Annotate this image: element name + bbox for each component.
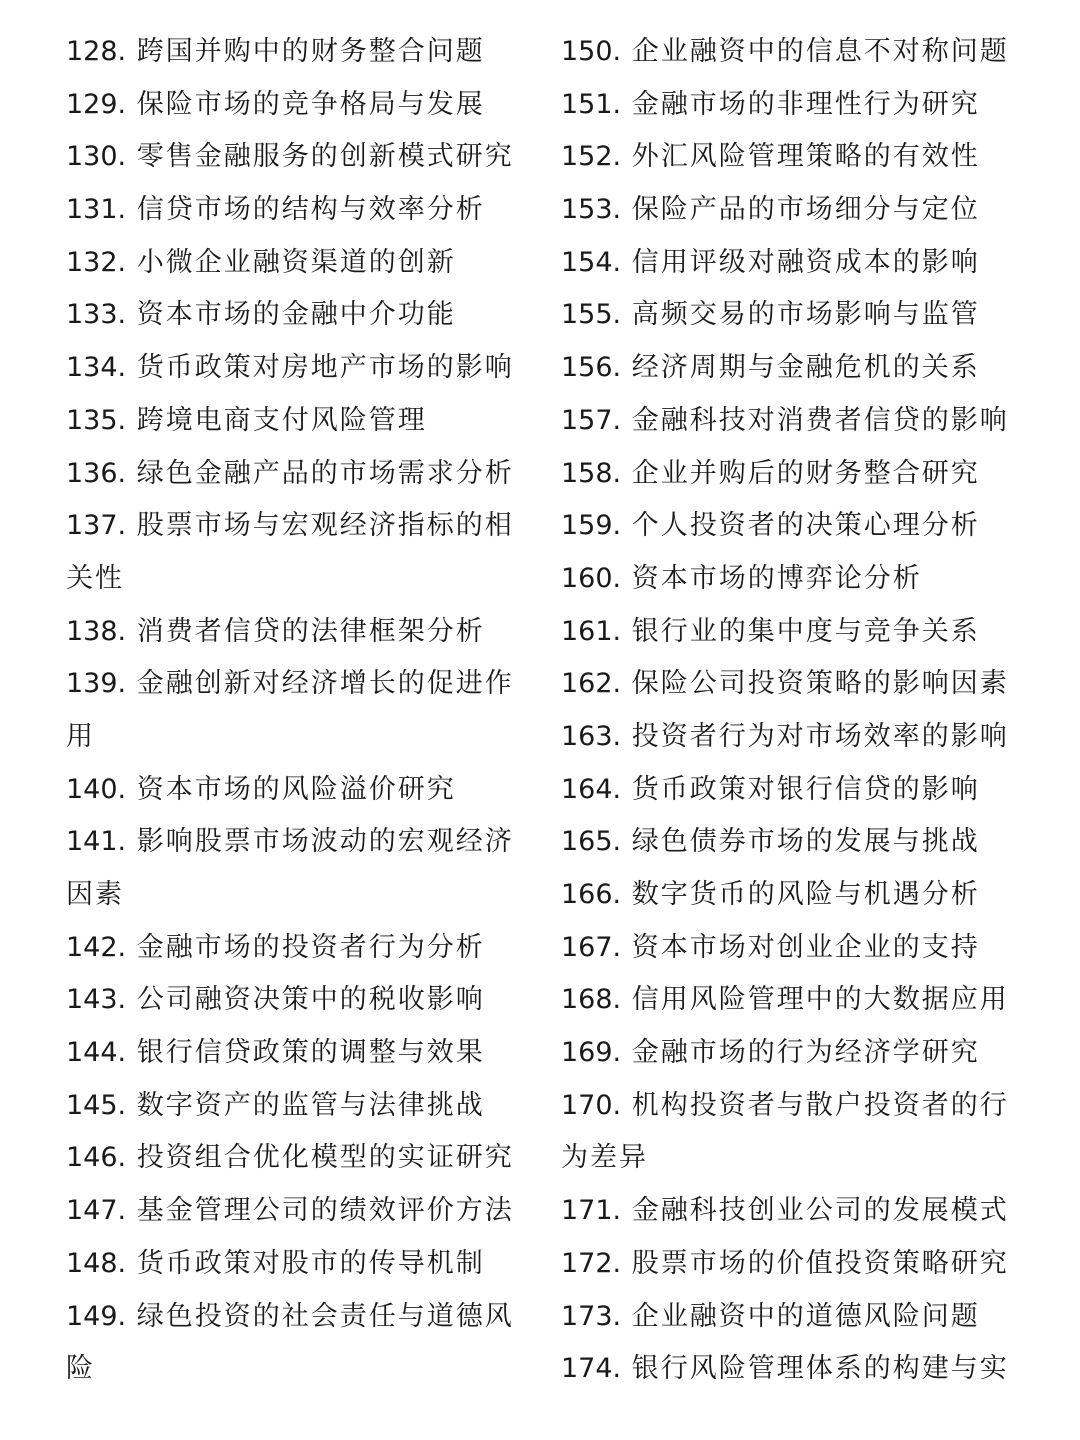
- topic-line: [66, 974, 528, 1027]
- topic-line-continuation: [66, 711, 528, 764]
- topic-title: 个人投资者的决策心理分析: [631, 510, 980, 542]
- topic-number: 158.: [561, 457, 622, 489]
- topic-number: 151.: [561, 88, 622, 120]
- topic-line: [66, 289, 528, 342]
- topic-line: [561, 1291, 1023, 1344]
- topic-title: 信用风险管理中的大数据应用: [631, 984, 1009, 1016]
- topic-number: 152.: [561, 141, 622, 173]
- topic-number: 169.: [561, 1037, 622, 1069]
- topic-line: [66, 1291, 528, 1344]
- topic-line: [66, 606, 528, 659]
- topic-line: [66, 448, 528, 501]
- topic-title: 消费者信贷的法律框架分析: [136, 615, 485, 647]
- topic-title: 资本市场的风险溢价研究: [136, 773, 456, 805]
- topic-title: 机构投资者与散户投资者的行: [631, 1089, 1009, 1121]
- topic-line: [66, 26, 528, 79]
- topic-number: 156.: [561, 352, 622, 384]
- topic-title: 保险市场的竞争格局与发展: [136, 88, 485, 120]
- topic-line: [66, 1238, 528, 1291]
- topic-line: [561, 289, 1023, 342]
- topic-title: 绿色债券市场的发展与挑战: [631, 826, 980, 858]
- topic-number: 170.: [561, 1089, 622, 1121]
- topic-number: 149.: [66, 1300, 127, 1332]
- topic-number: 142.: [66, 931, 127, 963]
- topic-title: 数字资产的监管与法律挑战: [136, 1089, 485, 1121]
- topic-number: 133.: [66, 299, 127, 331]
- topic-line: [561, 1027, 1023, 1080]
- topic-title: 银行业的集中度与竞争关系: [631, 615, 980, 647]
- topic-title: 用: [66, 720, 95, 752]
- topic-number: 139.: [66, 668, 127, 700]
- topic-number: 164.: [561, 773, 622, 805]
- topic-line: [66, 764, 528, 817]
- topic-line: [561, 79, 1023, 132]
- topic-line: [561, 395, 1023, 448]
- topic-title: 关性: [66, 562, 124, 594]
- topic-line: [561, 1238, 1023, 1291]
- topic-line: [66, 500, 528, 553]
- topic-number: 160.: [561, 562, 622, 594]
- topic-title: 小微企业融资渠道的创新: [136, 246, 456, 278]
- topic-title: 信用评级对融资成本的影响: [631, 246, 980, 278]
- topic-title: 投资组合优化模型的实证研究: [136, 1142, 514, 1174]
- topic-title: 金融创新对经济增长的促进作: [136, 668, 514, 700]
- topic-title: 货币政策对银行信贷的影响: [631, 773, 980, 805]
- topic-line-continuation: [66, 1343, 528, 1396]
- topic-number: 153.: [561, 194, 622, 226]
- right-topic-column: [561, 26, 1023, 1396]
- topic-title: 股票市场的价值投资策略研究: [631, 1247, 1009, 1279]
- topic-number: 166.: [561, 879, 622, 910]
- topic-title: 投资者行为对市场效率的影响: [631, 720, 1009, 752]
- topic-title: 为差异: [561, 1142, 648, 1174]
- topic-number: 136.: [66, 457, 127, 489]
- topic-line: [561, 869, 1023, 922]
- topic-line: [66, 922, 528, 975]
- topic-number: 141.: [66, 826, 127, 858]
- topic-number: 155.: [561, 299, 622, 331]
- topic-line: [66, 342, 528, 395]
- topic-number: 161.: [561, 615, 622, 647]
- topic-title: 金融市场的投资者行为分析: [136, 931, 485, 963]
- topic-number: 137.: [66, 510, 127, 542]
- topic-number: 145.: [66, 1089, 127, 1121]
- topic-number: 168.: [561, 984, 622, 1016]
- topic-title: 信贷市场的结构与效率分析: [136, 194, 485, 226]
- topic-line: [561, 816, 1023, 869]
- topic-title: 高频交易的市场影响与监管: [631, 299, 980, 331]
- topic-line-continuation: [66, 553, 528, 606]
- topic-title: 数字货币的风险与机遇分析: [631, 879, 980, 910]
- topic-number: 162.: [561, 668, 622, 700]
- left-topic-column: [66, 26, 528, 1396]
- topic-line: [66, 658, 528, 711]
- topic-line: [561, 131, 1023, 184]
- topic-line: [561, 1185, 1023, 1238]
- topic-title: 影响股票市场波动的宏观经济: [136, 826, 514, 858]
- topic-line-continuation: [66, 869, 528, 922]
- topic-title: 货币政策对房地产市场的影响: [136, 352, 514, 384]
- topic-number: 134.: [66, 352, 127, 384]
- topic-number: 172.: [561, 1247, 622, 1279]
- topic-number: 167.: [561, 931, 622, 963]
- topic-title: 资本市场的博弈论分析: [631, 562, 922, 594]
- topic-number: 173.: [561, 1300, 622, 1332]
- topic-line: [561, 26, 1023, 79]
- topic-number: 132.: [66, 246, 127, 278]
- topic-line: [66, 184, 528, 237]
- topic-line: [66, 816, 528, 869]
- topic-title: 资本市场对创业企业的支持: [631, 931, 980, 963]
- topic-title: 绿色金融产品的市场需求分析: [136, 457, 514, 489]
- topic-line: [66, 395, 528, 448]
- topic-title: 银行信贷政策的调整与效果: [136, 1037, 485, 1069]
- topic-title: 零售金融服务的创新模式研究: [136, 141, 514, 173]
- topic-line: [561, 764, 1023, 817]
- topic-number: 143.: [66, 984, 127, 1016]
- topic-line: [561, 974, 1023, 1027]
- topic-line: [561, 658, 1023, 711]
- topic-title: 保险产品的市场细分与定位: [631, 194, 980, 226]
- topic-line: [66, 237, 528, 290]
- topic-number: 159.: [561, 510, 622, 542]
- topic-line: [561, 553, 1023, 606]
- topic-line: [561, 1343, 1023, 1396]
- topic-title: 货币政策对股市的传导机制: [136, 1247, 485, 1279]
- topic-line: [561, 342, 1023, 395]
- topic-number: 130.: [66, 141, 127, 173]
- topic-title: 金融市场的非理性行为研究: [631, 88, 980, 120]
- topic-title: 跨境电商支付风险管理: [136, 404, 427, 436]
- topic-line: [66, 1185, 528, 1238]
- topic-number: 147.: [66, 1195, 127, 1227]
- topic-line: [561, 606, 1023, 659]
- topic-title: 金融科技创业公司的发展模式: [631, 1195, 1009, 1227]
- topic-number: 163.: [561, 720, 622, 752]
- topic-line: [66, 1132, 528, 1185]
- topic-line: [66, 1027, 528, 1080]
- topic-title: 绿色投资的社会责任与道德风: [136, 1300, 514, 1332]
- topic-line: [561, 448, 1023, 501]
- topic-number: 157.: [561, 404, 622, 436]
- topic-number: 129.: [66, 88, 127, 120]
- topic-title: 资本市场的金融中介功能: [136, 299, 456, 331]
- topic-line: [561, 184, 1023, 237]
- topic-title: 银行风险管理体系的构建与实: [631, 1353, 1009, 1385]
- topic-line: [561, 922, 1023, 975]
- topic-line: [561, 237, 1023, 290]
- topic-title: 基金管理公司的绩效评价方法: [136, 1195, 514, 1227]
- topic-number: 154.: [561, 246, 622, 278]
- topic-title: 外汇风险管理策略的有效性: [631, 141, 980, 173]
- topic-number: 165.: [561, 826, 622, 858]
- topic-line: [561, 711, 1023, 764]
- topic-title: 企业融资中的道德风险问题: [631, 1300, 980, 1332]
- topic-title: 经济周期与金融危机的关系: [631, 352, 980, 384]
- topic-title: 跨国并购中的财务整合问题: [136, 36, 485, 67]
- topic-number: 138.: [66, 615, 127, 647]
- topic-number: 148.: [66, 1247, 127, 1279]
- topic-line: [66, 1080, 528, 1133]
- topic-number: 131.: [66, 194, 127, 226]
- topic-title: 金融科技对消费者信贷的影响: [631, 404, 1009, 436]
- topic-line: [561, 1080, 1023, 1133]
- topic-number: 135.: [66, 404, 127, 436]
- topic-line-continuation: [561, 1132, 1023, 1185]
- topic-number: 171.: [561, 1195, 622, 1227]
- topic-number: 140.: [66, 773, 127, 805]
- topic-line: [561, 500, 1023, 553]
- topic-title: 企业并购后的财务整合研究: [631, 457, 980, 489]
- topic-title: 保险公司投资策略的影响因素: [631, 668, 1009, 700]
- topic-title: 股票市场与宏观经济指标的相: [136, 510, 514, 542]
- topic-number: 144.: [66, 1037, 127, 1069]
- topic-number: 174.: [561, 1353, 622, 1385]
- topic-number: 150.: [561, 36, 622, 67]
- topic-title: 险: [66, 1353, 95, 1385]
- topic-title: 金融市场的行为经济学研究: [631, 1037, 980, 1069]
- topic-line: [66, 79, 528, 132]
- topic-title: 企业融资中的信息不对称问题: [631, 36, 1009, 67]
- topic-number: 146.: [66, 1142, 127, 1174]
- topic-line: [66, 131, 528, 184]
- topic-title: 因素: [66, 879, 124, 910]
- topic-title: 公司融资决策中的税收影响: [136, 984, 485, 1016]
- topic-number: 128.: [66, 36, 127, 67]
